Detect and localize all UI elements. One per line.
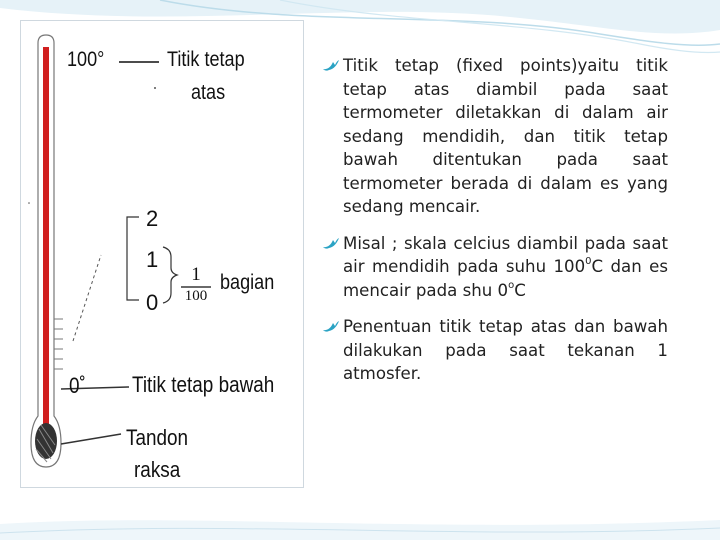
thermometer-figure bbox=[20, 20, 304, 488]
label-fixed-point-bottom: Titik tetap bawah bbox=[132, 372, 275, 397]
explanation-list bbox=[322, 54, 668, 386]
bullet-icon bbox=[322, 318, 340, 334]
bullet-example-celsius bbox=[322, 232, 668, 303]
fraction-denominator: 100 bbox=[184, 288, 208, 304]
superscript-degree: o bbox=[508, 279, 515, 291]
scale-ticks bbox=[54, 319, 63, 369]
label-scale-1: 1 bbox=[146, 247, 159, 272]
fraction-numerator: 1 bbox=[191, 264, 201, 285]
bullet-icon bbox=[322, 235, 340, 251]
bullet-text-2-pre: Misal ; skala celcius diambil pada saat air mendidih pada suhu 100 bbox=[343, 233, 668, 276]
thermometer-drawing bbox=[21, 21, 303, 487]
label-scale-2: 2 bbox=[146, 206, 159, 231]
label-fixed-point-top-1: Titik tetap bbox=[167, 48, 245, 71]
label-fixed-point-top-2: atas bbox=[191, 81, 226, 104]
bullet-icon bbox=[322, 57, 340, 73]
bullet-text-3: Penentuan titik tetap atas dan bawah dilakukan pada saat tekanan 1 atmosfer. bbox=[343, 317, 668, 383]
bullet-text-1: Titik tetap (fixed points)yaitu titik tetap atas diambil pada saat termometer diletakkan di dalam air sedang mendidih, dan titik tetap bawah ditentukan pada saat termometer berada di dalam es yang sedang mencair. bbox=[343, 56, 668, 216]
scale-bracket bbox=[127, 217, 139, 300]
label-bagian: bagian bbox=[220, 271, 275, 294]
bullet-text-2-mid: C dan es mencair pada shu 0 bbox=[343, 257, 668, 300]
mercury-column bbox=[43, 47, 49, 425]
superscript-zero: 0 bbox=[585, 256, 592, 268]
label-0-degree: 0˚ bbox=[69, 373, 86, 398]
bullet-text-2-post: C bbox=[514, 280, 526, 300]
leader-line-bulb bbox=[61, 434, 121, 444]
division-brace bbox=[163, 247, 177, 303]
label-mercury-reservoir-2: raksa bbox=[134, 457, 181, 482]
label-mercury-reservoir-1: Tandon bbox=[126, 425, 189, 450]
bullet-pressure bbox=[322, 315, 668, 386]
label-scale-0: 0 bbox=[146, 290, 159, 315]
label-100-degree: 100° bbox=[67, 48, 105, 71]
bullet-fixed-points bbox=[322, 54, 668, 219]
